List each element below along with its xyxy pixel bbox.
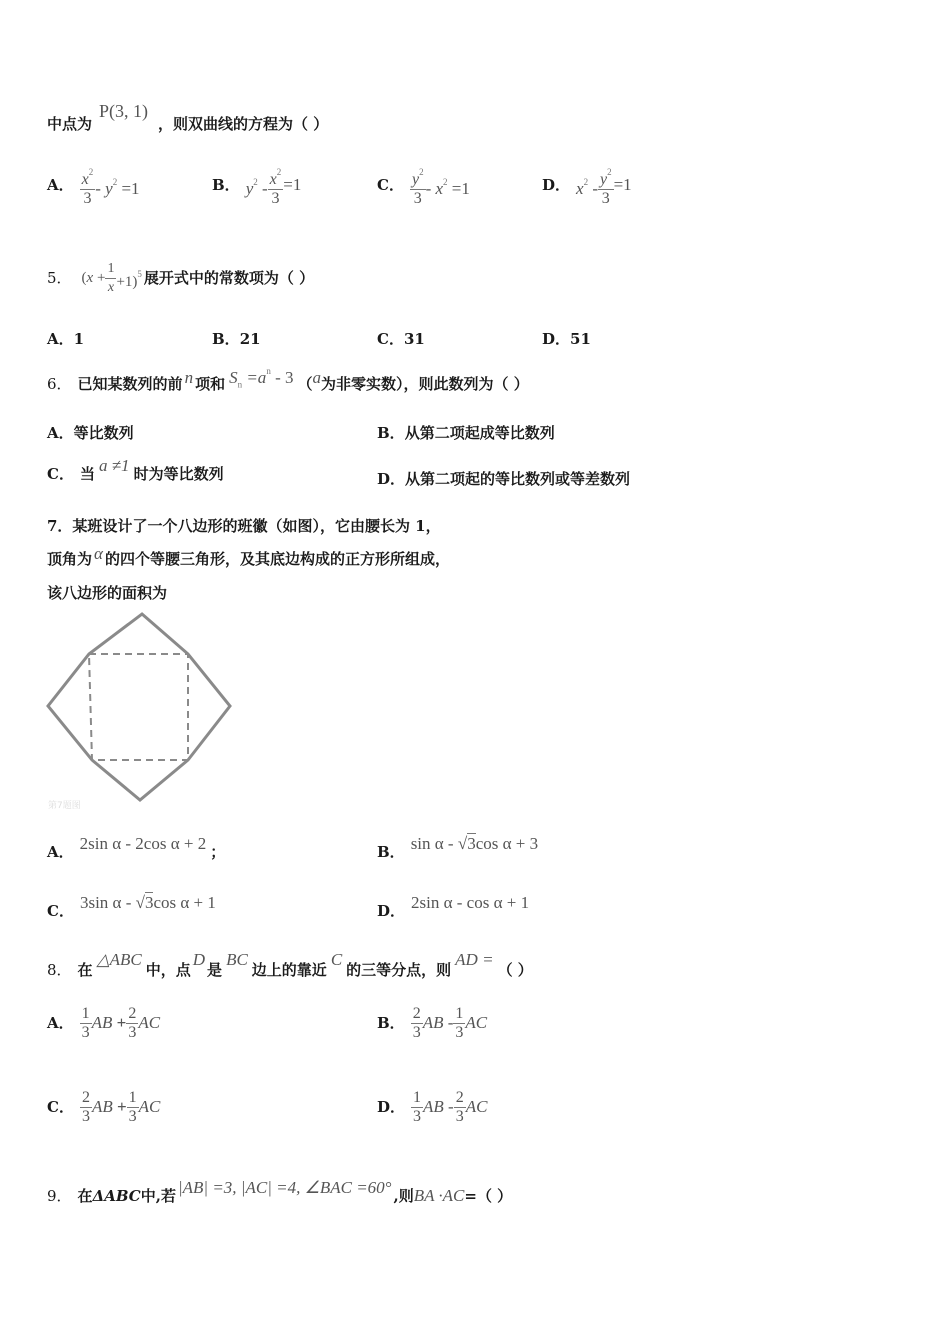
octagon-figure (44, 610, 236, 810)
q5-option-d[interactable]: D．51 (542, 330, 591, 348)
q7-option-a[interactable]: A． 2sin α - 2cos α + 2 ； (47, 834, 226, 861)
q4-option-d[interactable]: D． $x^2$ - $\frac{y^2}{3}$ =1 (542, 160, 632, 210)
q7-option-c[interactable]: C． 3sin α - √3cos α + 1 (47, 893, 216, 920)
option-label: C． (377, 176, 404, 194)
q4-prefix: 中点为 (47, 115, 93, 133)
q7-line3: 该八边形的面积为 (47, 584, 168, 602)
q4-suffix: ，则双曲线的方程为（ ） (158, 115, 329, 133)
octagon-outline (48, 614, 230, 800)
question-number: 5． (47, 269, 72, 287)
q7-option-d[interactable]: D． 2sin α - cos α + 1 (377, 893, 530, 920)
q5-option-c[interactable]: C．31 (377, 330, 425, 348)
q7-option-b[interactable]: B． sin α - √3cos α + 3 (377, 834, 539, 861)
q6-option-d[interactable]: D．从第二项起的等比数列或等差数列 (377, 470, 631, 488)
q4-option-a[interactable]: A． $\frac{x^2}{3}$ - $y^2 =1$ (47, 160, 140, 210)
fraction: $\frac{1}{x}$ (107, 260, 115, 295)
q6-stem: 6． 已知某数列的前 n 项和 $S_n =a^n - 3$ （ a 为非零实数），则此数列为（ ） (47, 366, 529, 393)
q5-option-a[interactable]: A．1 (47, 330, 85, 348)
q8-stem: 8． 在 △ABC 中，点 D 是 BC 边上的靠近 C 的三等分点，则 AD = （ ） (47, 950, 533, 979)
q7-line2: 顶角为 α 的四个等腰三角形，及其底边构成的正方形所组成， (47, 544, 450, 568)
fraction: $\frac{y^2}{3}$ (410, 163, 426, 208)
q8-option-c[interactable]: C． $\frac{2}{3}$ AB + $\frac{1}{3}$ AC (47, 1088, 161, 1125)
dashed-square (89, 654, 188, 760)
option-label: A． (47, 176, 74, 194)
q8-option-a[interactable]: A． $\frac{1}{3}$ AB + $\frac{2}{3}$ AC (47, 1004, 161, 1041)
q5-stem-text: 展开式中的常数项为（ ） (143, 269, 315, 287)
q7-line1: 7．某班设计了一个八边形的班徽（如图），它由腰长为 1， (47, 517, 441, 535)
q5-stem: 5． (x + $\frac{1}{x}$ +1)$^5$ 展开式中的常数项为（ ） (47, 260, 315, 295)
fraction: $\frac{y^2}{3}$ (598, 163, 614, 208)
q6-option-a[interactable]: A．等比数列 (47, 424, 134, 442)
option-label: B． (212, 176, 240, 194)
q4-point: P(3, 1) (99, 101, 148, 121)
q8-option-d[interactable]: D． $\frac{1}{3}$ AB - $\frac{2}{3}$ AC (377, 1088, 488, 1125)
q6-option-c[interactable]: C． 当 a ≠1 时为等比数列 (47, 456, 224, 483)
q4-option-b[interactable]: B． $y^2$ - $\frac{x^2}{3}$ =1 (212, 160, 301, 210)
q6-option-b[interactable]: B．从第二项起成等比数列 (377, 424, 555, 442)
figure-caption: 第7题图 (48, 801, 81, 810)
q4-option-c[interactable]: C． $\frac{y^2}{3}$ - $x^2 =1$ (377, 160, 470, 210)
fraction: $\frac{x^2}{3}$ (268, 163, 284, 208)
q9-stem: 9． 在 ΔABC 中,若 |AB| =3, |AC| =4, ∠BAC =60° ,则 BA ·AC =（ ） (47, 1178, 513, 1205)
q8-option-b[interactable]: B． $\frac{2}{3}$ AB - $\frac{1}{3}$ AC (377, 1004, 488, 1041)
option-label: D． (542, 176, 571, 194)
q5-option-b[interactable]: B．21 (212, 330, 261, 348)
fraction: $\frac{x^2}{3}$ (80, 163, 96, 208)
